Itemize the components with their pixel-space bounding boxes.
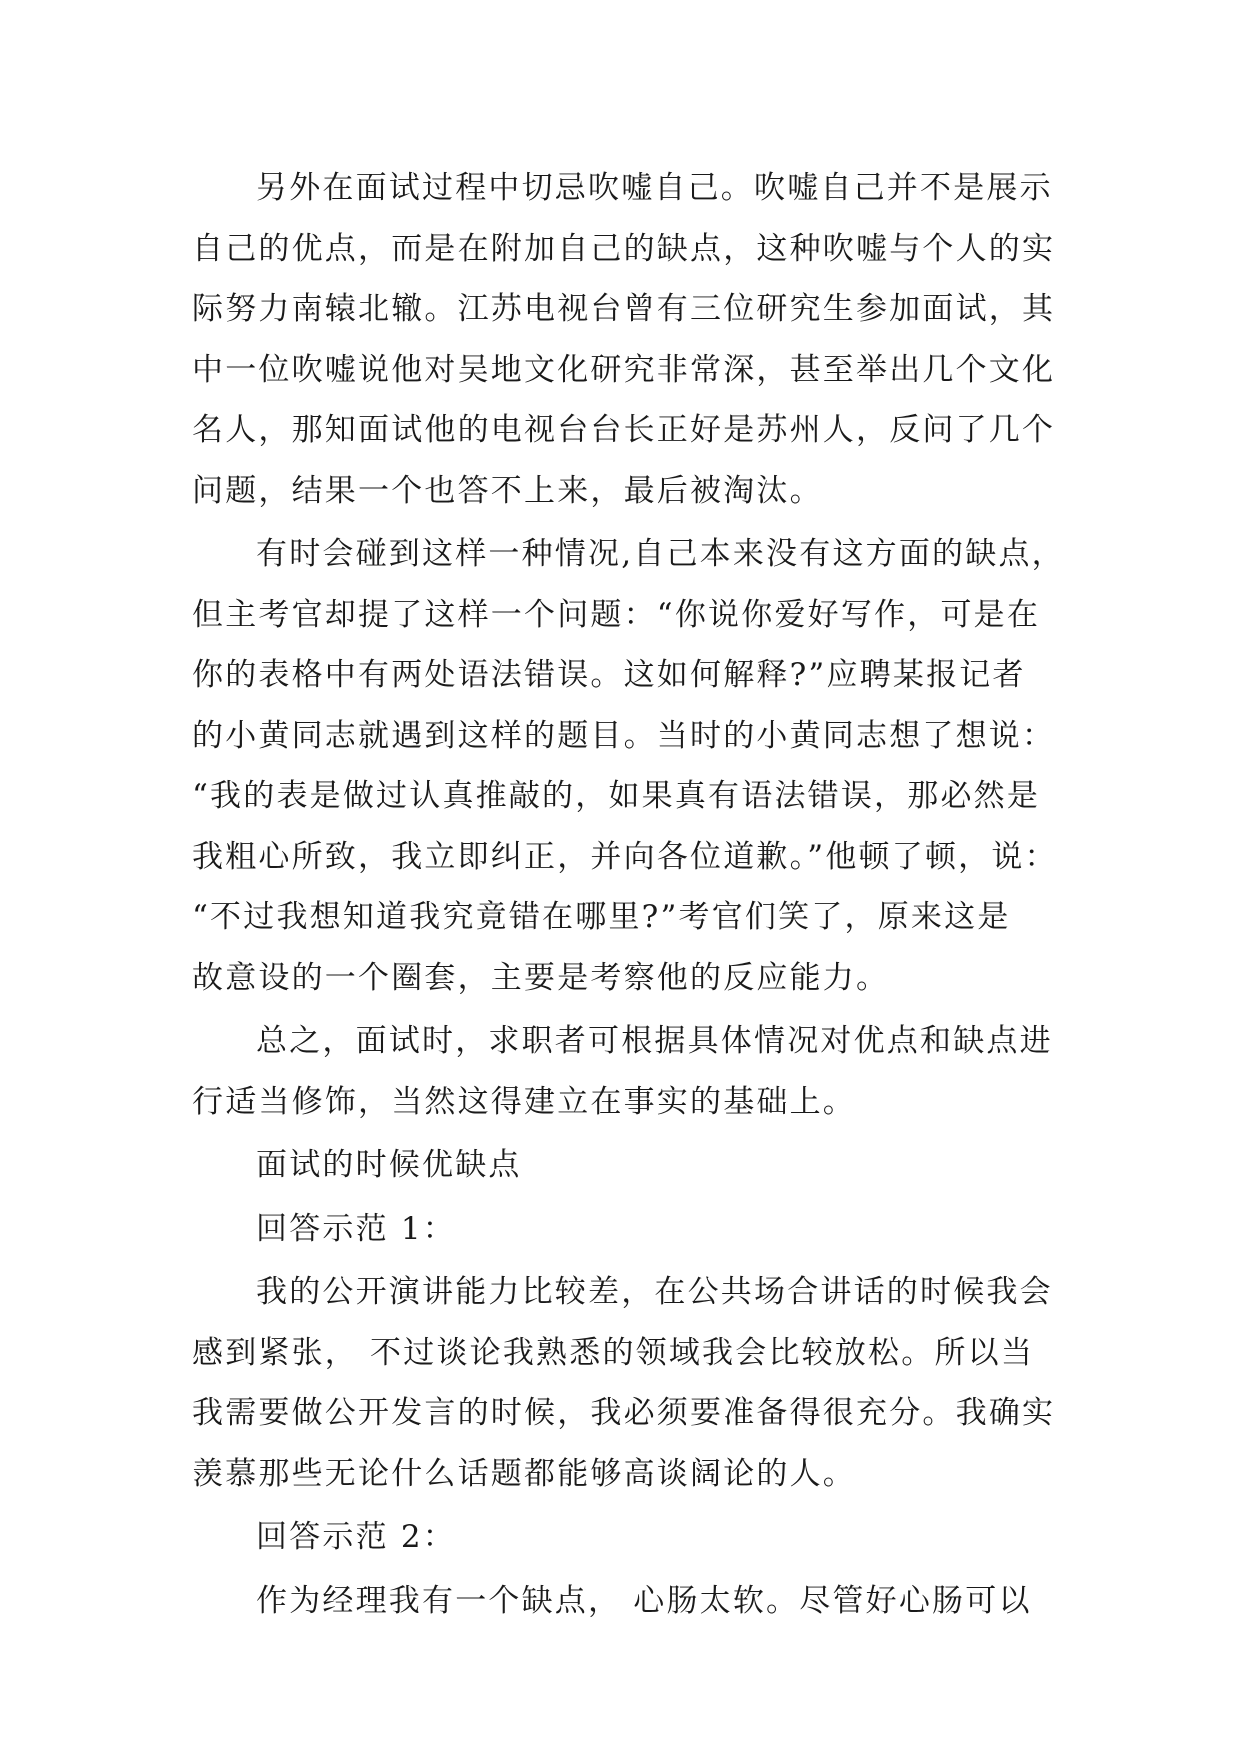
paragraph: [192, 1571, 1052, 1632]
text-line: 行适当修饰，当然这得建立在事实的基础上。: [192, 1083, 856, 1120]
text-line: 故意设的一个圈套，主要是考察他的反应能力。: [192, 959, 890, 996]
text-line: 自己的优点，而是在附加自己的缺点，这种吹嘘与个人的实: [192, 230, 1056, 267]
section-heading: [192, 1135, 1052, 1196]
text-line: 问题，结果一个也答不上来，最后被淘汰。: [192, 472, 823, 509]
text-line: 回答示范 2：: [256, 1519, 456, 1555]
text-line: 我粗心所致，我立即纠正，并向各位道歉。”他顿了顿，说：: [192, 838, 1058, 875]
text-line: 但主考官却提了这样一个问题：“你说你爱好写作，可是在: [192, 596, 1041, 633]
text-line: 我的公开演讲能力比较差，在公共场合讲话的时候我会: [256, 1274, 1053, 1310]
text-line: 有时会碰到这样一种情况,自己本来没有这方面的缺点，: [256, 536, 1065, 572]
text-line: “不过我想知道我究竟错在哪里?”考官们笑了，原来这是: [192, 899, 1011, 935]
text-line: 总之，面试时，求职者可根据具体情况对优点和缺点进: [256, 1023, 1053, 1059]
paragraph: [192, 1262, 1056, 1504]
text-line: 你的表格中有两处语法错误。这如何解释?”应聘某报记者: [192, 657, 1026, 693]
text-line: 面试的时候优缺点: [256, 1147, 522, 1183]
text-line: “我的表是做过认真推敲的，如果真有语法错误，那必然是: [192, 778, 1041, 814]
text-line: 回答示范 1：: [256, 1210, 456, 1247]
body-text: [192, 158, 1065, 1631]
text-line: 作为经理我有一个缺点， 心肠太软。尽管好心肠可以: [256, 1582, 1032, 1619]
paragraph: [192, 158, 1056, 521]
text-line: 际努力南辕北辙。江苏电视台曾有三位研究生参加面试，其: [192, 291, 1056, 327]
text-line: 羡慕那些无论什么话题都能够高谈阔论的人。: [192, 1455, 856, 1492]
paragraph: [192, 524, 1065, 1008]
text-line: 的小黄同志就遇到这样的题目。当时的小黄同志想了想说：: [192, 717, 1056, 754]
text-line: 名人，那知面试他的电视台台长正好是苏州人，反问了几个: [192, 412, 1056, 448]
text-line: 感到紧张， 不过谈论我熟悉的领域我会比较放松。所以当: [192, 1334, 1035, 1371]
answer-label: [192, 1199, 1052, 1260]
text-line: 中一位吹嘘说他对吴地文化研究非常深，甚至举出几个文化: [192, 351, 1056, 388]
answer-label: [192, 1507, 1052, 1568]
text-line: 另外在面试过程中切忌吹嘘自己。吹嘘自己并不是展示: [256, 170, 1053, 206]
text-line: 我需要做公开发言的时候，我必须要准备得很充分。我确实: [192, 1395, 1056, 1431]
paragraph: [192, 1011, 1052, 1132]
